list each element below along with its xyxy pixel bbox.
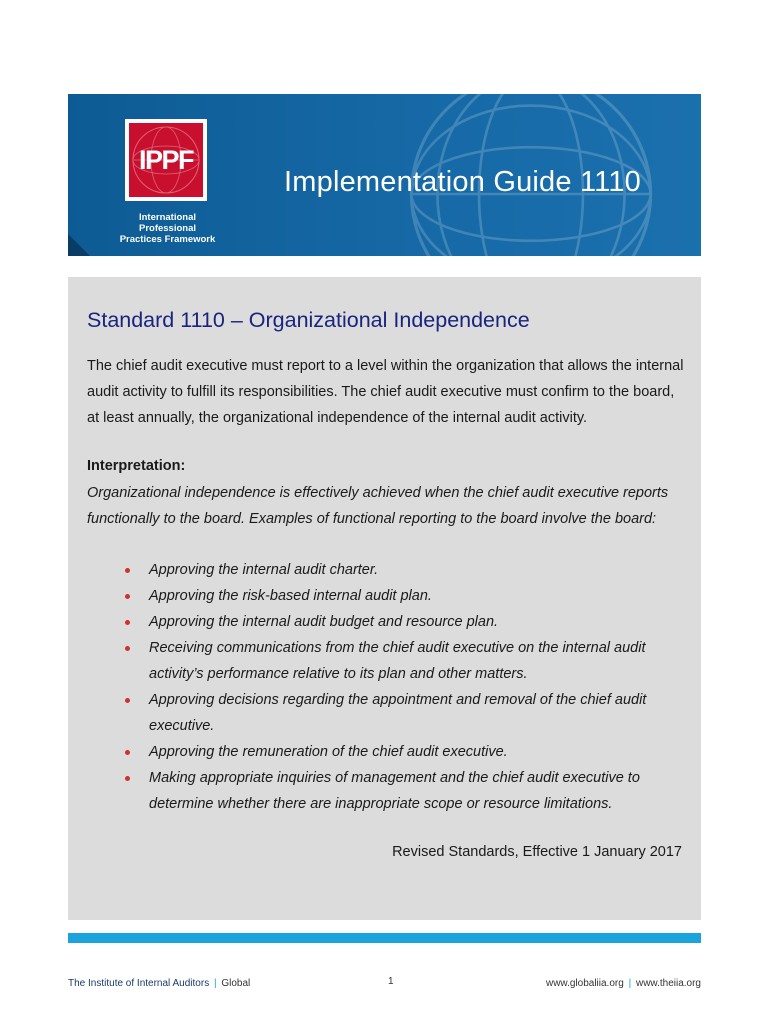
list-item: [87, 765, 677, 817]
footer-separator: |: [628, 978, 632, 989]
list-item: [87, 557, 677, 583]
bullet-icon: [125, 776, 130, 781]
revised-standards-note: Revised Standards, Effective 1 January 2017: [392, 844, 682, 860]
bullet-icon: [125, 568, 130, 573]
footer-link-theiia[interactable]: www.theiia.org: [635, 978, 701, 989]
standard-text: The chief audit executive must report to a level within the organization that allows the internal audit activity to fulfill its responsibilities. The chief audit executive must confirm to the board, at least annually, the organizational independence of the internal audit activity.: [87, 358, 684, 426]
list-item: [87, 635, 677, 687]
interpretation-label: Interpretation:: [87, 458, 186, 474]
bullet-icon: [125, 698, 130, 703]
header-banner: [68, 94, 701, 256]
page-number: 1: [388, 976, 394, 987]
footer-link-globaliia[interactable]: www.globaliia.org: [545, 978, 624, 989]
standard-panel: [68, 277, 701, 920]
footer-org-name: The Institute of Internal Auditors: [68, 978, 210, 989]
framework-line-2: Practices Framework: [119, 234, 216, 245]
list-item-text: Approving the internal audit charter.: [149, 562, 379, 578]
footer-organization: [68, 978, 250, 989]
page-title: Implementation Guide 1110: [284, 166, 641, 198]
bullet-icon: [125, 646, 130, 651]
list-item-text: Receiving communications from the chief audit executive on the internal audit activity’s performance relative to its plan and other matters.: [149, 640, 646, 682]
bullet-icon: [125, 620, 130, 625]
bullet-icon: [125, 594, 130, 599]
list-item: [87, 687, 677, 739]
logo-text: IPPF: [138, 144, 193, 175]
ippf-logo: [125, 119, 207, 201]
list-item: [87, 739, 677, 765]
footer-accent-bar: [68, 933, 701, 943]
bullet-icon: [125, 750, 130, 755]
footer-separator: |: [213, 978, 217, 989]
banner-fold: [68, 234, 90, 256]
list-item: [87, 583, 677, 609]
list-item: [87, 609, 677, 635]
standard-title: Standard 1110 – Organizational Independence: [87, 308, 530, 332]
list-item-text: Approving decisions regarding the appointment and removal of the chief audit executive.: [149, 692, 647, 734]
footer-websites: [546, 978, 701, 989]
list-item-text: Approving the remuneration of the chief audit executive.: [149, 744, 508, 760]
framework-caption: [110, 212, 225, 245]
list-item-text: Approving the risk-based internal audit plan.: [149, 588, 432, 604]
interpretation-text: Organizational independence is effectively achieved when the chief audit executive reports functionally to the board. Examples of functional reporting to the board involve the board:: [87, 485, 669, 527]
framework-line-1: International Professional: [138, 212, 197, 234]
list-item-text: Approving the internal audit budget and resource plan.: [149, 614, 499, 630]
functional-reporting-list: [87, 557, 677, 817]
list-item-text: Making appropriate inquiries of management and the chief audit executive to determine whether there are inappropriate scope or resource limitations.: [149, 770, 640, 812]
footer-region: Global: [221, 978, 251, 989]
